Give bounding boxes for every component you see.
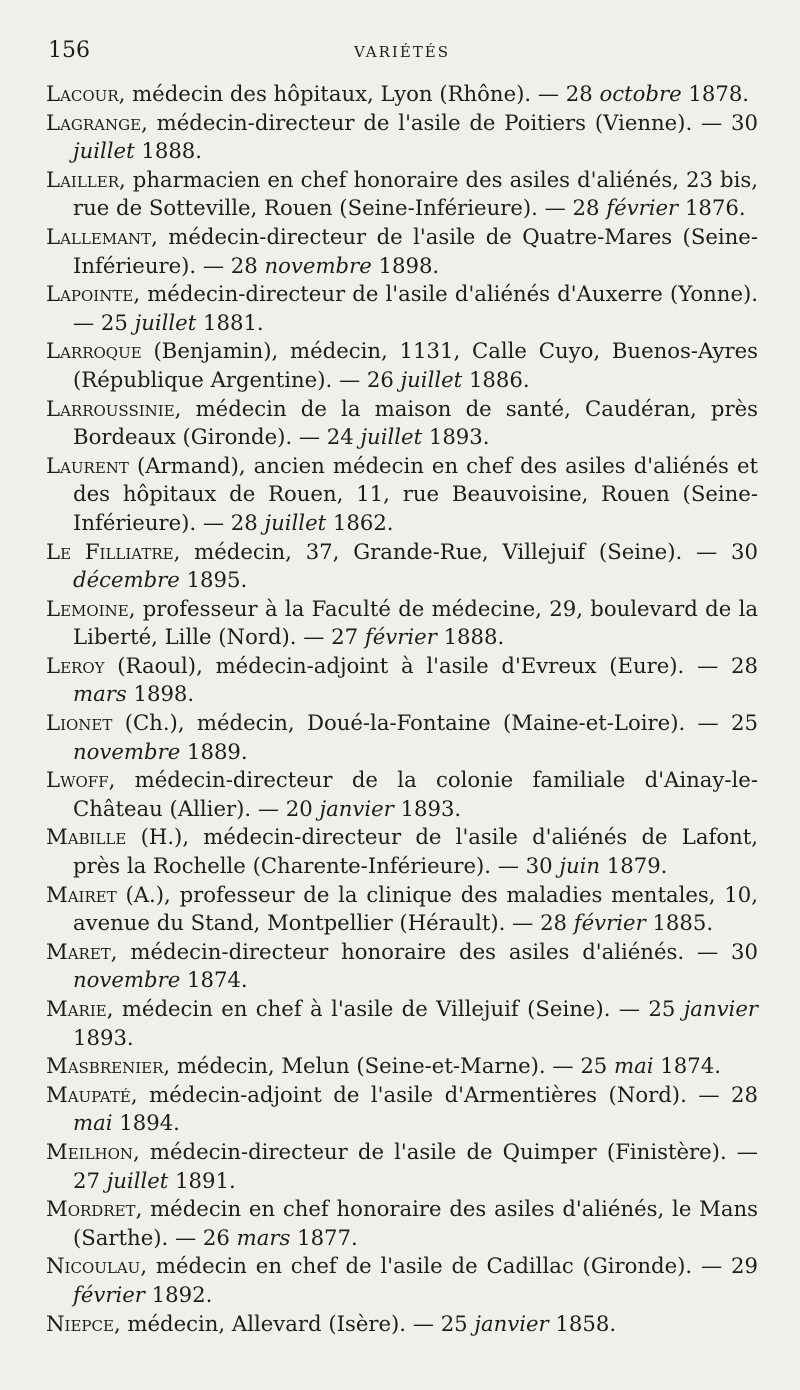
entry-name: Lwoff (46, 767, 109, 793)
entry-name: Lallemant (46, 223, 152, 249)
entry-date-month: février (573, 910, 646, 936)
entry-date-year: 1888. (443, 624, 505, 650)
entry-text: (Raoul), médecin-adjoint à l'asile d'Evreux (Eure). — 28 (104, 652, 758, 678)
entry-name: Laurent (46, 452, 129, 478)
page-number: 156 (48, 38, 90, 63)
entry-date-year: 1891. (175, 1167, 236, 1193)
entry-text: , médecin-directeur de l'asile de Quatre-Mares (Seine-Inférieure). — 28 (73, 223, 758, 278)
entry-date-year: 1892. (151, 1281, 213, 1307)
entry-name: Lemoine (46, 595, 129, 621)
entry-text: , médecin en chef de l'asile de Cadillac (Gironde). — 29 (140, 1253, 758, 1279)
entry-text: , médecin en chef à l'asile de Villejuif (Seine). — 25 (106, 996, 676, 1021)
entry-date-month: juillet (73, 138, 135, 164)
entry-name: Mabille (46, 824, 127, 850)
entry-name: Masbrenier (46, 1053, 164, 1079)
entry-date-year: 1898. (378, 252, 440, 278)
entry-name: Nicoulau (46, 1253, 141, 1279)
list-item (46, 766, 758, 823)
entry-text: , médecin de la maison de santé, Caudéran, près Bordeaux (Gironde). — 24 (73, 395, 758, 450)
entry-text: (Armand), ancien médecin en chef des asiles d'aliénés et des hôpitaux de Rouen, 11, rue Beauvoisine, Rouen (Seine-Inférieure). — 28 (73, 452, 758, 535)
list-item (46, 995, 758, 1052)
list-item (46, 395, 758, 452)
entry-date-month: juillet (134, 309, 197, 335)
entry-text: (Ch.), médecin, Doué-la-Fontaine (Maine-et-Loire). — 25 (112, 710, 758, 736)
entry-name: Mordret (46, 1196, 136, 1222)
list-item (46, 1081, 758, 1138)
list-item (46, 1052, 758, 1081)
entry-date-month: mai (73, 1110, 113, 1136)
entry-name: Marie (46, 996, 107, 1021)
entry-name: Maupaté (46, 1081, 131, 1107)
list-item (46, 166, 758, 223)
page-header (46, 30, 758, 78)
entry-date-month: mai (614, 1053, 654, 1079)
list-item (46, 595, 758, 652)
running-title: VARIÉTÉS (353, 43, 451, 61)
entry-date-month: janvier (683, 996, 758, 1021)
list-item (46, 881, 758, 938)
list-item (46, 1252, 758, 1309)
entry-date-month: juin (559, 853, 601, 879)
entry-name: Maret (46, 938, 111, 964)
entry-date-year: 1888. (141, 138, 203, 164)
entry-text: , médecin en chef honoraire des asiles d'aliénés, le Mans (Sarthe). — 26 (73, 1196, 758, 1250)
entry-date-year: 1893. (73, 1024, 134, 1050)
list-item (46, 337, 758, 394)
list-item (46, 938, 758, 995)
entry-date-month: février (364, 624, 437, 650)
entry-name: Larroque (46, 338, 142, 364)
list-item (46, 823, 758, 880)
entry-date-month: juillet (264, 509, 327, 535)
list-item (46, 223, 758, 280)
entry-date-year: 1885. (652, 910, 714, 936)
entry-text: , médecin, 37, Grande-Rue, Villejuif (Seine). — 30 (173, 538, 758, 564)
entry-date-month: janvier (319, 795, 394, 821)
entry-date-year: 1858. (555, 1310, 617, 1336)
entry-name: Mairet (46, 881, 117, 907)
entry-name: Lacour (46, 81, 119, 106)
entry-date-year: 1862. (332, 509, 394, 535)
member-list (46, 80, 758, 1338)
list-item (46, 452, 758, 538)
entry-name: Meilhon (46, 1138, 134, 1164)
entry-date-year: 1889. (186, 738, 248, 764)
entry-date-month: mars (236, 1224, 291, 1250)
entry-name: Lagrange (46, 109, 142, 135)
entry-text: , médecin, Allevard (Isère). — 25 (113, 1310, 468, 1336)
entry-text: , médecin-directeur honoraire des asiles d'aliénés. — 30 (110, 938, 758, 964)
entry-date-year: 1898. (133, 681, 195, 707)
list-item (46, 1310, 758, 1339)
list-item (46, 1195, 758, 1252)
entry-name: Lionet (46, 710, 113, 736)
entry-name: Leroy (46, 652, 105, 678)
entry-date-year: 1874. (186, 967, 248, 993)
entry-date-year: 1881. (203, 309, 264, 335)
entry-date-month: janvier (474, 1310, 549, 1336)
entry-date-year: 1894. (119, 1110, 180, 1136)
entry-date-year: 1874. (660, 1053, 721, 1079)
entry-text: (H.), médecin-directeur de l'asile d'aliénés de Lafont, près la Rochelle (Charente-Inférieure). — 30 (73, 824, 758, 879)
entry-name: Lailler (46, 166, 119, 192)
entry-text: (A.), professeur de la clinique des maladies mentales, 10, avenue du Stand, Montpellier (Hérault). — 28 (73, 881, 758, 936)
entry-date-year: 1878. (688, 81, 750, 106)
entry-date-month: novembre (73, 738, 181, 764)
entry-text: , médecin-directeur de l'asile d'aliénés d'Auxerre (Yonne). — 25 (73, 281, 758, 335)
entry-date-month: mars (73, 681, 127, 707)
entry-text: , professeur à la Faculté de médecine, 29, boulevard de la Liberté, Lille (Nord). — 27 (73, 595, 758, 650)
list-item (46, 538, 758, 595)
entry-text: , médecin-adjoint de l'asile d'Armentières (Nord). — 28 (130, 1081, 758, 1107)
list-item (46, 652, 758, 709)
entry-date-year: 1876. (684, 195, 746, 221)
entry-text: (Benjamin), médecin, 1131, Calle Cuyo, Buenos-Ayres (République Argentine). — 26 (73, 338, 758, 392)
entry-date-year: 1893. (400, 795, 462, 821)
list-item (46, 80, 758, 109)
entry-date-month: février (606, 195, 679, 221)
entry-date-year: 1886. (468, 366, 530, 392)
entry-name: Lapointe (46, 281, 134, 307)
entry-date-year: 1893. (428, 424, 490, 450)
list-item (46, 1138, 758, 1195)
entry-date-month: novembre (73, 967, 181, 993)
entry-date-month: octobre (599, 81, 682, 106)
entry-date-month: février (73, 1281, 145, 1307)
entry-text: , médecin des hôpitaux, Lyon (Rhône). — 28 (118, 81, 593, 106)
entry-text: , médecin-directeur de l'asile de Poitiers (Vienne). — 30 (141, 109, 758, 135)
list-item (46, 709, 758, 766)
entry-name: Niepce (46, 1310, 114, 1336)
entry-text: , médecin-directeur de la colonie familiale d'Ainay-le-Château (Allier). — 20 (73, 767, 758, 821)
entry-date-month: décembre (73, 567, 180, 593)
list-item (46, 109, 758, 166)
entry-text: , médecin, Melun (Seine-et-Marne). — 25 (163, 1053, 608, 1079)
entry-name: Le Filliatre (46, 538, 174, 564)
entry-date-month: juillet (400, 366, 463, 392)
entry-name: Larroussinie (46, 395, 175, 421)
entry-date-year: 1877. (297, 1224, 358, 1250)
entry-date-month: juillet (360, 424, 423, 450)
entry-date-month: novembre (264, 252, 372, 278)
entry-date-year: 1879. (606, 853, 668, 879)
entry-date-year: 1895. (186, 567, 248, 593)
entry-date-month: juillet (106, 1167, 169, 1193)
entry-text: , pharmacien en chef honoraire des asiles d'aliénés, 23 bis, rue de Sotteville, Rouen (Seine-Inférieure). — 28 (73, 166, 758, 221)
entry-text: , médecin-directeur de l'asile de Quimper (Finistère). — 27 (73, 1138, 758, 1193)
list-item (46, 280, 758, 337)
